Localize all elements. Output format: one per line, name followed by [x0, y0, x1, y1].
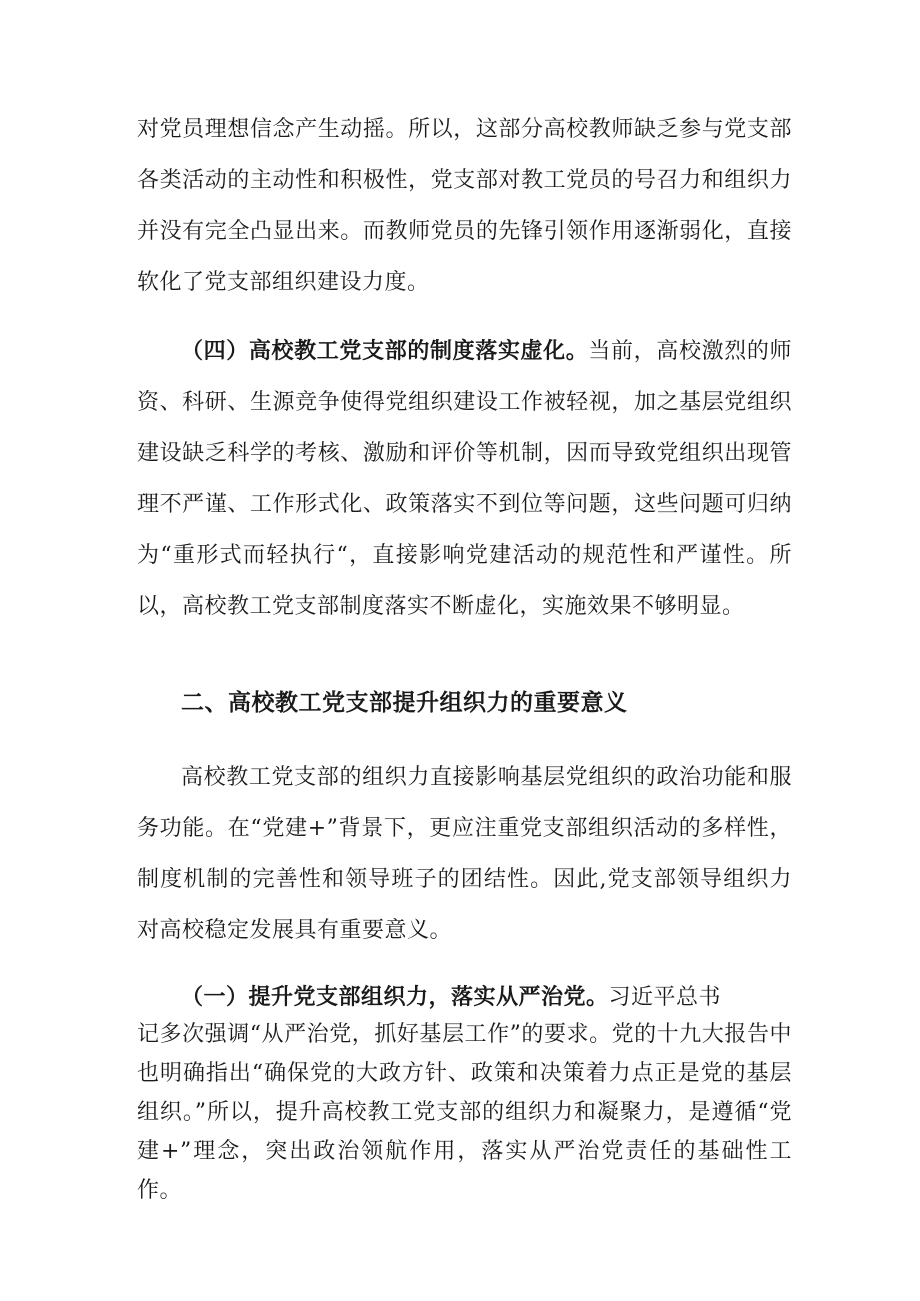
section-title: 二、高校教工党支部提升组织力的重要意义: [181, 689, 628, 716]
paragraph-continuation: 对党员理想信念产生动摇。所以，这部分高校教师缺乏参与党支部各类活动的主动性和积极性，党支部对教工党员的号召力和组织力并没有完全凸显出来。而教师党员的先锋引领作用逐渐弱化，直接软化了党支部组织建设力度。: [137, 117, 792, 295]
paragraph-heading: （四）高校教工党支部的制度落实虚化。: [181, 338, 589, 364]
paragraph-body: 当前，高校激烈的师资、科研、生源竞争使得党组织建设工作被轻视，加之基层党组织建设缺乏科学的考核、激励和评价等机制，因而导致党组织出现管理不严谨、工作形式化、政策落实不到位等问题，这些问题可归纳为“重形式而轻执行“，直接影响党建活动的规范性和严谨性。所以，高校教工党支部制度落实不断虚化，实施效果不够明显。: [137, 339, 792, 619]
paragraph-section-four: [137, 326, 792, 632]
paragraph-lead-tail: 习近平总书: [608, 985, 722, 1010]
paragraph-intro: 高校教工党支部的组织力直接影响基层党组织的政治功能和服务功能。在“党建+”背景下，更应注重党支部组织活动的多样性，制度机制的完善性和领导班子的团结性。因此,党支部领导组织力对高校稳定发展具有重要意义。: [137, 765, 792, 943]
paragraph-subsection-one-body: 记多次强调“从严治党，抓好基层工作”的要求。党的十九大报告中也明确指出“确保党的大政方针、政策和决策着力点正是党的基层组织。”所以，提升高校教工党支部的组织力和凝聚力，是遵循“党建+”理念，突出政治领航作用，落实从严治党责任的基础性工作。: [137, 1022, 792, 1203]
paragraph-heading: （一）提升党支部组织力，落实从严治党。: [181, 984, 609, 1010]
